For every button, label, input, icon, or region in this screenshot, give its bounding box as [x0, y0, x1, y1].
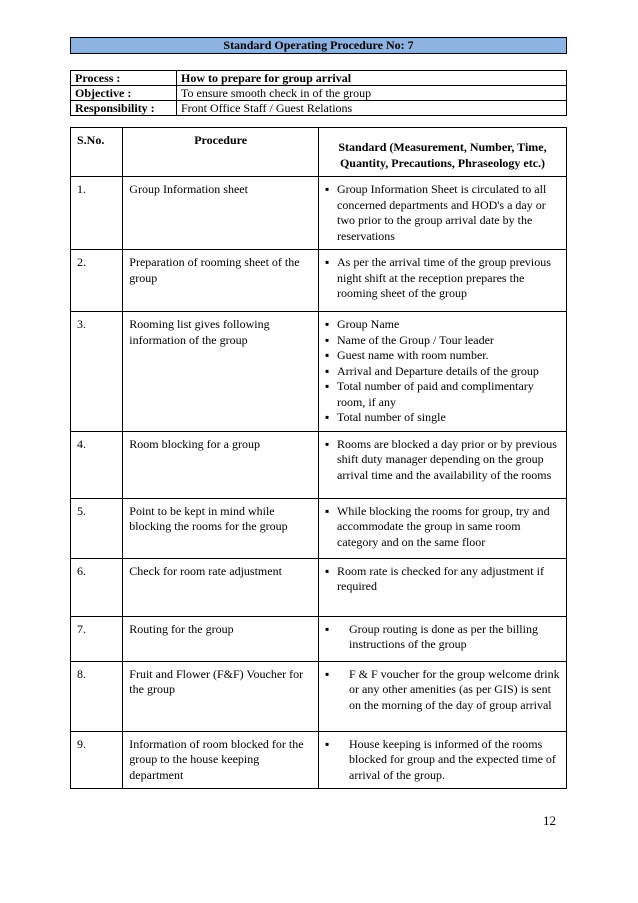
header-procedure: Procedure [123, 128, 319, 177]
bullet-icon: ▪ [325, 363, 330, 378]
list-item [325, 410, 560, 426]
list-item [325, 333, 560, 349]
row-sno: 7. [71, 616, 123, 661]
standard-text: Arrival and Departure details of the group [337, 363, 539, 378]
standard-text: As per the arrival time of the group previous night shift at the reception prepares the rooming sheet of the group [337, 255, 551, 300]
standard-text: Name of the Group / Tour leader [337, 332, 494, 347]
row-standard [319, 731, 567, 789]
standard-list [325, 182, 560, 244]
row-standard [319, 558, 567, 616]
row-sno: 8. [71, 661, 123, 731]
standard-list [325, 622, 560, 653]
row-standard [319, 177, 567, 250]
meta-row [71, 101, 567, 116]
list-item [325, 504, 560, 551]
list-item [325, 364, 560, 380]
bullet-icon: ▪ [325, 621, 330, 636]
standard-text: Total number of single [337, 410, 446, 424]
row-standard [319, 616, 567, 661]
table-row [71, 731, 567, 789]
standard-text: Group Name [337, 317, 400, 331]
table-row [71, 558, 567, 616]
table-row [71, 250, 567, 312]
table-row [71, 661, 567, 731]
bullet-icon: ▪ [325, 410, 330, 424]
bullet-icon: ▪ [325, 348, 330, 362]
bullet-icon: ▪ [325, 736, 330, 751]
list-item [325, 667, 560, 714]
standard-text: House keeping is informed of the rooms blocked for group and the expected time of arrival of the group. [349, 736, 556, 782]
row-procedure: Room blocking for a group [123, 431, 319, 498]
meta-label: Responsibility : [71, 101, 177, 116]
row-procedure: Point to be kept in mind while blocking the rooms for the group [123, 498, 319, 558]
standard-text: Room rate is checked for any adjustment if required [337, 563, 544, 593]
standard-list [325, 667, 560, 714]
row-procedure: Preparation of rooming sheet of the group [123, 250, 319, 312]
row-procedure: Rooming list gives following information of the group [123, 312, 319, 432]
row-procedure: Routing for the group [123, 616, 319, 661]
list-item [325, 348, 560, 364]
standard-text: Total number of paid and complimentary room, if any [337, 379, 534, 409]
meta-row [71, 86, 567, 101]
list-item [325, 437, 560, 484]
row-standard [319, 312, 567, 432]
meta-label: Objective : [71, 86, 177, 101]
bullet-icon: ▪ [325, 379, 330, 393]
bullet-icon: ▪ [325, 255, 330, 269]
sop-title: Standard Operating Procedure No: 7 [70, 37, 567, 54]
standard-list [325, 437, 560, 484]
row-standard [319, 661, 567, 731]
table-row [71, 498, 567, 558]
page-number: 12 [543, 813, 556, 828]
bullet-icon: ▪ [325, 436, 330, 451]
sop-meta-table [70, 70, 567, 116]
row-sno: 4. [71, 431, 123, 498]
standard-text: Group routing is done as per the billing instructions of the group [349, 621, 538, 651]
standard-list [325, 504, 560, 551]
list-item [325, 317, 560, 333]
list-item [325, 182, 560, 244]
bullet-icon: ▪ [325, 317, 330, 331]
bullet-icon: ▪ [325, 182, 330, 196]
standard-text: F & F voucher for the group welcome drink or any other amenities (as per GIS) is sent on the morning of the day of group arrival [349, 666, 560, 712]
row-standard [319, 498, 567, 558]
standard-list [325, 564, 560, 595]
list-item [325, 564, 560, 595]
meta-label: Process : [71, 71, 177, 86]
bullet-icon: ▪ [325, 332, 330, 347]
row-procedure: Check for room rate adjustment [123, 558, 319, 616]
row-standard [319, 431, 567, 498]
row-standard [319, 250, 567, 312]
standard-list [325, 255, 560, 302]
standard-text: While blocking the rooms for group, try and accommodate the group in same room category and on the same floor [337, 503, 550, 549]
list-item [325, 737, 560, 784]
row-sno: 6. [71, 558, 123, 616]
list-item [325, 379, 560, 410]
list-item [325, 622, 560, 653]
meta-value: Front Office Staff / Guest Relations [177, 101, 567, 116]
procedure-table-header [71, 128, 567, 177]
procedure-table [70, 127, 567, 789]
row-sno: 3. [71, 312, 123, 432]
table-row [71, 616, 567, 661]
table-row [71, 177, 567, 250]
header-sno: S.No. [71, 128, 123, 177]
row-procedure: Group Information sheet [123, 177, 319, 250]
standard-list [325, 317, 560, 426]
bullet-icon: ▪ [325, 666, 330, 681]
standard-text: Rooms are blocked a day prior or by previous shift duty manager depending on the group arrival time and the availability of the rooms [337, 436, 557, 482]
meta-value: To ensure smooth check in of the group [177, 86, 567, 101]
standard-text: Guest name with room number. [337, 348, 489, 362]
meta-value: How to prepare for group arrival [177, 71, 567, 86]
row-sno: 9. [71, 731, 123, 789]
table-row [71, 312, 567, 432]
row-sno: 1. [71, 177, 123, 250]
table-row [71, 431, 567, 498]
bullet-icon: ▪ [325, 563, 330, 578]
standard-list [325, 737, 560, 784]
row-sno: 2. [71, 250, 123, 312]
row-procedure: Fruit and Flower (F&F) Voucher for the group [123, 661, 319, 731]
list-item [325, 255, 560, 302]
header-standard [319, 128, 567, 177]
row-sno: 5. [71, 498, 123, 558]
bullet-icon: ▪ [325, 503, 330, 518]
standard-text: Group Information Sheet is circulated to all concerned departments and HOD's a day or two prior to the group arrival date by the reservations [337, 182, 547, 243]
row-procedure: Information of room blocked for the group to the house keeping department [123, 731, 319, 789]
header-standard-text: Standard (Measurement, Number, Time, Quantity, Precautions, Phraseology etc.) [338, 140, 547, 170]
meta-row [71, 71, 567, 86]
